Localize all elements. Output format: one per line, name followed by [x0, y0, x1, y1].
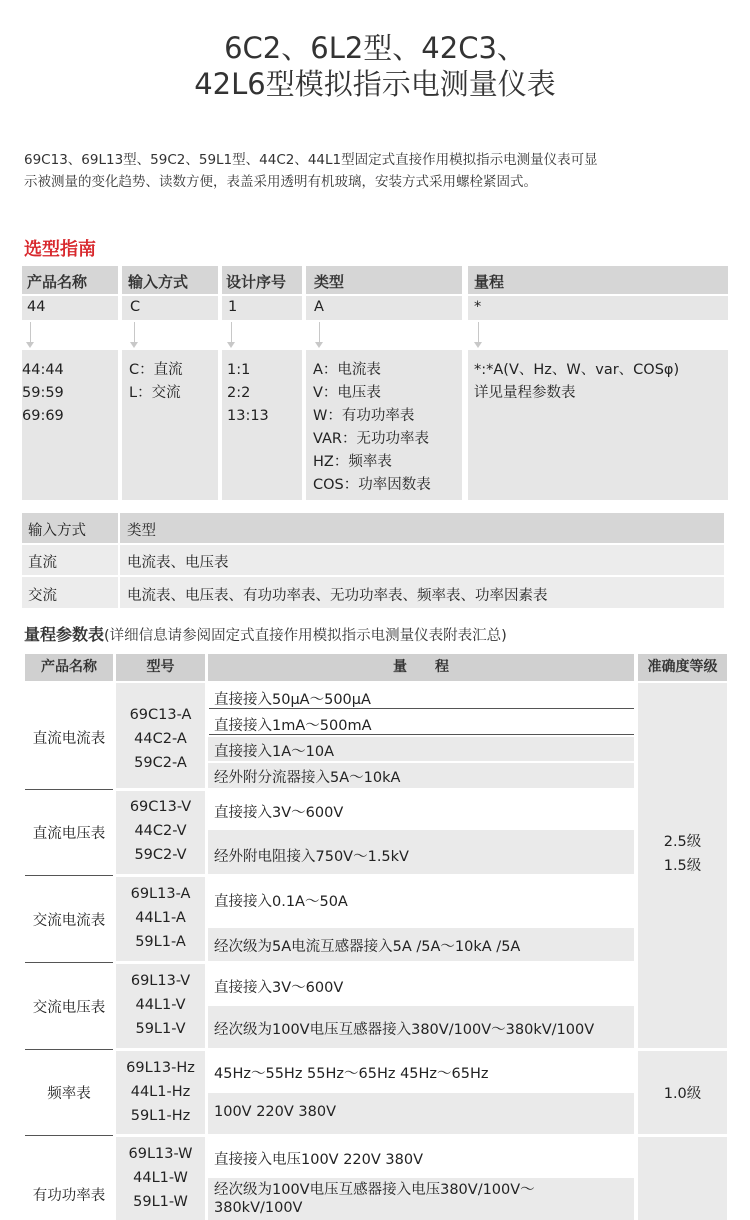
sel-code-product: 44 [22, 296, 118, 320]
range-item: 100V 220V 380V [214, 1104, 337, 1120]
group-name: 交流电压表 [32, 1000, 106, 1016]
input-table-row: 直流 电流表、电压表 [22, 545, 724, 575]
arrow-line [231, 322, 232, 344]
group-gap [116, 1048, 205, 1051]
range-item: 经外附电阻接入750V～1.5kV [214, 849, 409, 865]
sel-code-type: A [306, 296, 462, 320]
group-name: 有功功率表 [32, 1188, 106, 1204]
range-item: 直接接入1A～10A [214, 744, 335, 760]
sel-header-product: 产品名称 [22, 266, 118, 294]
row-divider [209, 708, 634, 709]
page-title-line1: 6C2、6L2型、42C3、 [224, 31, 526, 65]
range-item: 45Hz～55Hz 55Hz～65Hz 45Hz～65Hz [214, 1066, 489, 1082]
model-list: 69C13-V 44C2-V 59C2-V [129, 799, 192, 863]
sel-header-design: 设计序号 [222, 266, 302, 294]
input-table-header: 输入方式 类型 [22, 513, 724, 543]
group-gap [638, 1048, 727, 1051]
group-divider [25, 1049, 113, 1050]
accuracy-value: 1.0级 [663, 1086, 702, 1102]
group-divider [25, 962, 113, 963]
model-list: 69L13-W 44L1-W 59L1-W [128, 1146, 193, 1210]
arrow-line [30, 322, 31, 344]
group-divider [25, 789, 113, 790]
accuracy-column-bg [638, 683, 727, 1220]
range-item: 经次级为100V电压互感器接入电压380V/100V～ 380kV/100V [214, 1182, 535, 1216]
intro-line2: 示被测量的变化趋势、读数方便，表盖采用透明有机玻璃，安装方式采用螺栓紧固式。 [24, 174, 537, 190]
group-name: 直流电流表 [32, 731, 106, 747]
group-name: 频率表 [47, 1086, 91, 1102]
sel-detail-range: *:*A(V、Hz、W、var、COSφ) 详见量程参数表 [468, 350, 728, 500]
sel-detail-design: 1:1 2:2 13:13 [222, 350, 302, 500]
sel-header-input: 输入方式 [122, 266, 218, 294]
range-header-product: 产品名称 [25, 654, 113, 681]
range-item: 直接接入0.1A～50A [214, 894, 348, 910]
sel-detail-product: 44:44 59:59 69:69 [22, 350, 118, 500]
model-list: 69L13-A 44L1-A 59L1-A [130, 886, 191, 950]
range-item: 直接接入50μA～500μA [214, 692, 371, 708]
column-divider [118, 513, 120, 608]
group-gap [116, 961, 205, 964]
arrow-line [134, 322, 135, 344]
intro-line1: 69C13、69L13型、59C2、59L1型、44C2、44L1型固定式直接作用模拟指示电测量仪表可显 [24, 152, 598, 168]
group-divider [25, 1135, 113, 1136]
arrow-line [478, 322, 479, 344]
arrow-down-icon [474, 342, 482, 348]
model-list: 69C13-A 44C2-A 59C2-A [129, 707, 192, 771]
group-gap [116, 788, 205, 791]
page-title-line2: 42L6型模拟指示电测量仪表 [194, 67, 556, 101]
row-divider [209, 734, 634, 735]
arrow-down-icon [130, 342, 138, 348]
range-item: 直接接入3V～600V [214, 980, 344, 996]
selection-heading: 选型指南 [24, 239, 96, 260]
model-list: 69L13-V 44L1-V 59L1-V [130, 973, 191, 1037]
arrow-down-icon [26, 342, 34, 348]
group-gap [638, 1134, 727, 1137]
accuracy-list: 2.5级 1.5级 [663, 834, 702, 874]
range-header-accuracy: 准确度等级 [638, 654, 727, 681]
range-item: 直接接入3V～600V [214, 805, 344, 821]
sel-code-input: C [122, 296, 218, 320]
sel-code-design: 1 [222, 296, 302, 320]
sel-header-type: 类型 [306, 266, 462, 294]
arrow-line [319, 322, 320, 344]
sel-detail-input: C：直流 L：交流 [122, 350, 218, 500]
sel-header-range: 量程 [468, 266, 728, 294]
range-header-model: 型号 [116, 654, 205, 681]
range-header-range: 量 程 [208, 654, 634, 681]
sel-code-range: * [468, 296, 728, 320]
arrow-down-icon [315, 342, 323, 348]
range-item: 经次级为5A电流互感器接入5A /5A～10kA /5A [214, 939, 521, 955]
sel-detail-type: A：电流表 V：电压表 W：有功功率表 VAR：无功功率表 HZ：频率表 COS：功率因数表 [306, 350, 462, 500]
input-table-row: 交流 电流表、电压表、有功功率表、无功功率表、频率表、功率因素表 [22, 577, 724, 608]
range-heading: 量程参数表(详细信息请参阅固定式直接作用模拟指示电测量仪表附表汇总) [24, 625, 507, 644]
group-divider [25, 875, 113, 876]
range-item: 经次级为100V电压互感器接入380V/100V～380kV/100V [214, 1022, 595, 1038]
group-name: 交流电流表 [32, 913, 106, 929]
group-name: 直流电压表 [32, 826, 106, 842]
range-item: 直接接入电压100V 220V 380V [214, 1152, 424, 1168]
arrow-down-icon [227, 342, 235, 348]
model-list: 69L13-Hz 44L1-Hz 59L1-Hz [126, 1060, 195, 1124]
group-gap [116, 874, 205, 877]
range-item: 直接接入1mA～500mA [214, 718, 372, 734]
group-gap [116, 1134, 205, 1137]
range-item: 经外附分流器接入5A～10kA [214, 770, 401, 786]
